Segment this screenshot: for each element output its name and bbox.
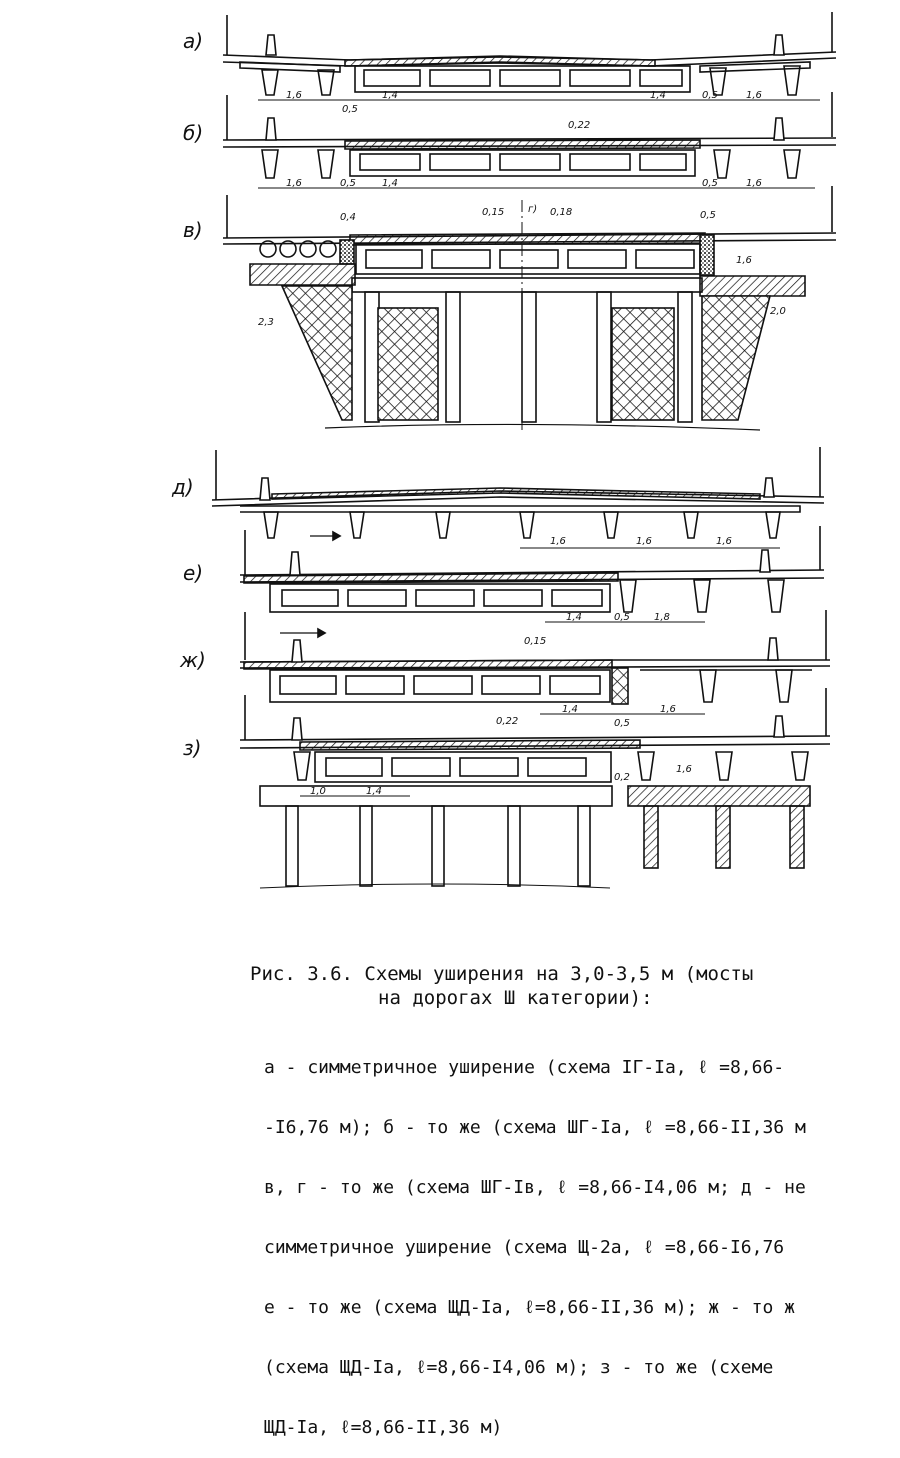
dimension-label: 1,0 [310,786,326,797]
panel-z [240,688,830,888]
caption-body-line: (схема ЩД-Iа, ℓ=8,66-I4,06 м); з - то же (схеме [264,1357,774,1378]
dimension-label: 0,18 [550,207,573,218]
dimension-label: 1,6 [676,764,692,775]
caption-body-line: е - то же (схема ЩД-Iа, ℓ=8,66-II,36 м); ж - то ж [264,1297,795,1318]
dimension-label: 0,5 [614,718,630,729]
dimension-label: 0,5 [340,178,356,189]
dimension-label: 1,6 [660,704,676,715]
dimension-label: 0,5 [702,90,718,101]
caption-body-line: симметричное уширение (схема Щ-2а, ℓ =8,66-I6,76 [264,1237,795,1258]
dimension-label: 0,22 [568,120,591,131]
dimension-label: 0,4 [340,212,356,223]
dimension-label: 2,3 [258,317,274,328]
panel-b [223,92,836,188]
dimension-label: 1,4 [366,786,382,797]
dimension-label: 0,22 [496,716,519,727]
panel-zh [240,610,830,714]
dimension-label: 1,4 [382,178,398,189]
dimension-label: 1,4 [566,612,582,623]
dimension-label: 1,6 [636,536,652,547]
dimension-label: 1,6 [550,536,566,547]
dimension-label: 1,4 [382,90,398,101]
panel-a [223,12,836,100]
figure-caption-body [264,1018,900,1458]
dimension-label: 1,4 [562,704,578,715]
dimension-label: 1,4 [650,90,666,101]
dimension-label: 1,6 [746,90,762,101]
caption-body-line: а - симметричное уширение (схема IГ-Iа, ℓ =8,66- [264,1057,785,1078]
dimension-label: 0,15 [524,636,547,647]
panel-label: з) [183,736,202,760]
panel-e [240,526,824,622]
dimension-label: 1,6 [746,178,762,189]
figure-caption-title [250,962,890,1010]
dimension-label: 1,6 [736,255,752,266]
dimension-label: 1,6 [716,536,732,547]
caption-body-line: -I6,76 м); б - то же (схема ШГ-Iа, ℓ =8,66-II,36 м [264,1117,806,1138]
caption-body-line: в, г - то же (схема ШГ-Iв, ℓ =8,66-I4,06 м; д - не [264,1177,806,1198]
panel-label: б) [183,121,204,145]
dimension-label: 1,6 [286,178,302,189]
dimension-label: 0,5 [614,612,630,623]
panel-label: е) [183,561,204,585]
caption-title-line: на дорогах Ш категории): [378,987,653,1009]
dimension-label: 2,0 [770,306,786,317]
caption-body-line: ЩД-Iа, ℓ=8,66-II,36 м) [264,1417,503,1438]
dimension-label: 1,8 [654,612,670,623]
dimension-label: 1,6 [286,90,302,101]
panel-label: а) [183,29,204,53]
panel-label: в) [183,218,203,242]
dimension-label: г) [528,204,538,215]
panel-v [223,186,836,430]
panel-label: д) [172,475,194,499]
dimension-label: 0,2 [614,772,630,783]
caption-title-line: Рис. 3.6. Схемы уширения на 3,0-3,5 м (мосты [250,963,754,985]
dimension-label: 0,5 [700,210,716,221]
panel-label: ж) [180,648,206,672]
panel-d [212,447,824,548]
dimension-label: 0,5 [342,104,358,115]
dimension-label: 0,15 [482,207,505,218]
dimension-label: 0,5 [702,178,718,189]
